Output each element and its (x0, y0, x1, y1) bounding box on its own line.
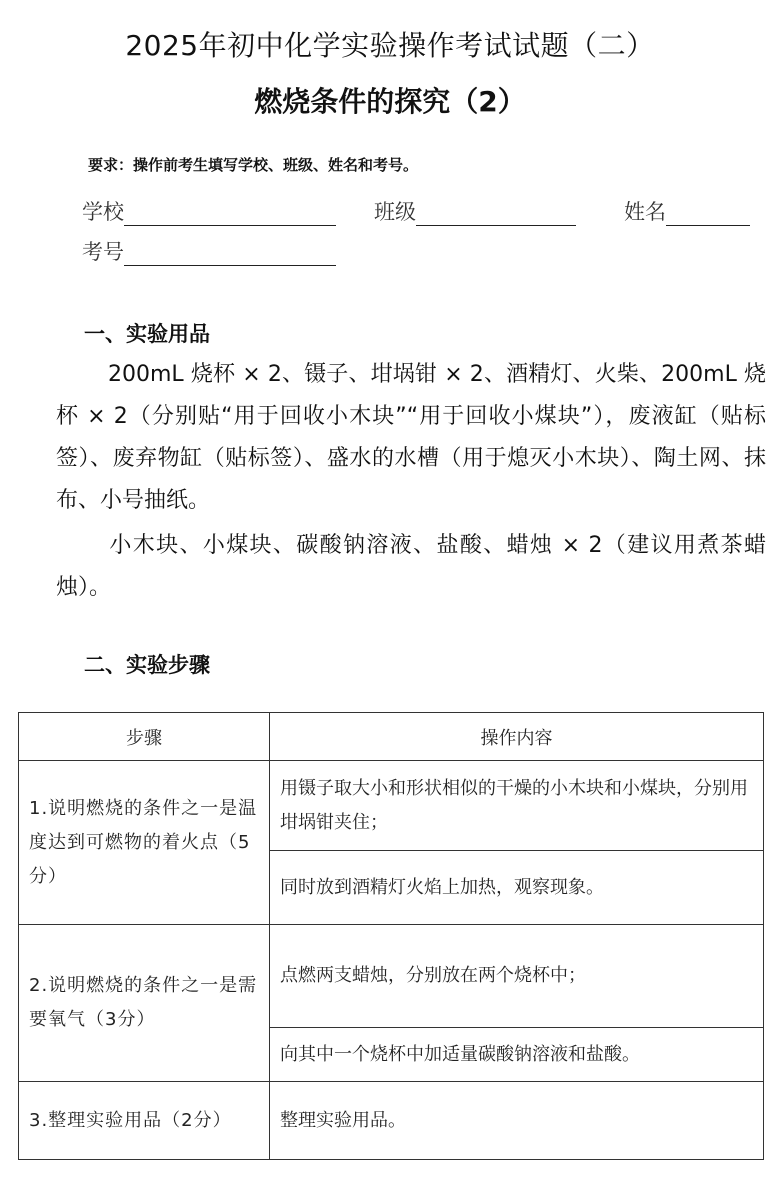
exam-no-blank[interactable] (124, 244, 336, 266)
step-1-op-2: 同时放到酒精灯火焰上加热，观察现象。 (270, 851, 764, 925)
materials-text-1: 200mL 烧杯 × 2、镊子、坩埚钳 × 2、酒精灯、火柴、200mL 烧杯 × 2（分别贴“用于回收小木块”“用于回收小煤块”），废液缸（贴标签）、废弃物缸（贴标签）、盛水的水槽（用于熄灭小木块）、陶土网、抹布、小号抽纸。 (56, 362, 766, 513)
school-label: 学校 (82, 200, 124, 224)
name-field (624, 196, 750, 226)
step-1-cell: 1.说明燃烧的条件之一是温度达到可燃物的着火点（5分） (19, 761, 270, 925)
class-blank[interactable] (416, 204, 576, 226)
table-row (19, 1082, 764, 1160)
class-label: 班级 (374, 200, 416, 224)
table-header-row (19, 713, 764, 761)
name-label: 姓名 (624, 200, 666, 224)
section-materials-title: 一、实验用品 (84, 322, 210, 346)
class-field (374, 196, 576, 226)
step-2-op-1: 点燃两支蜡烛，分别放在两个烧杯中； (270, 925, 764, 1028)
exam-no-field (82, 236, 336, 266)
step-2-op-2: 向其中一个烧杯中加适量碳酸钠溶液和盐酸。 (270, 1028, 764, 1082)
requirement-note: 要求：操作前考生填写学校、班级、姓名和考号。 (88, 156, 419, 174)
table-row (19, 925, 764, 1028)
steps-table (18, 712, 764, 1160)
materials-paragraph-1 (56, 354, 766, 522)
exam-no-label: 考号 (82, 240, 124, 264)
header-step: 步骤 (19, 713, 270, 761)
exam-title: 2025年初中化学实验操作考试试题（二） (125, 29, 655, 62)
materials-text-2: 小木块、小煤块、碳酸钠溶液、盐酸、蜡烛 × 2（建议用煮茶蜡烛）。 (56, 533, 766, 600)
materials-paragraph-2 (56, 525, 766, 609)
step-3-op-1: 整理实验用品。 (270, 1082, 764, 1160)
school-blank[interactable] (124, 204, 336, 226)
step-3-cell: 3.整理实验用品（2分） (19, 1082, 270, 1160)
school-field (82, 196, 336, 226)
step-2-cell: 2.说明燃烧的条件之一是需要氧气（3分） (19, 925, 270, 1082)
header-operation: 操作内容 (270, 713, 764, 761)
step-1-op-1: 用镊子取大小和形状相似的干燥的小木块和小煤块，分别用坩埚钳夹住； (270, 761, 764, 851)
section-steps-title: 二、实验步骤 (84, 653, 210, 677)
name-blank[interactable] (666, 204, 750, 226)
experiment-title: 燃烧条件的探究（2） (254, 85, 526, 118)
table-row (19, 761, 764, 851)
